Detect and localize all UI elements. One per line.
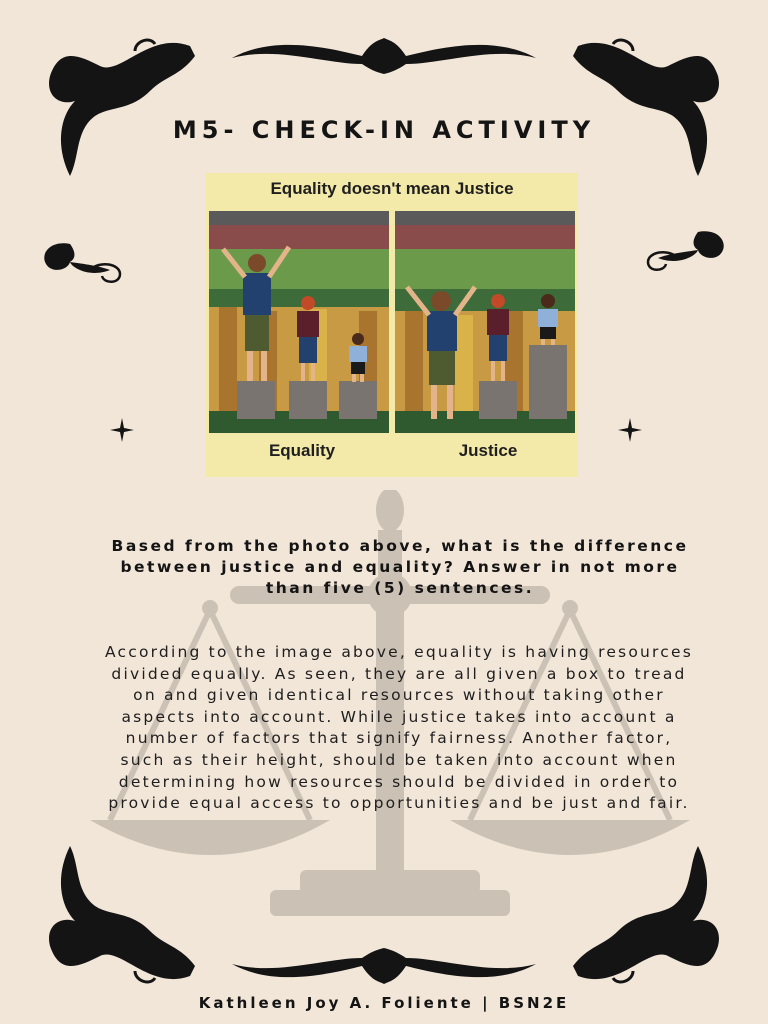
corner-flourish-bottom-right-icon xyxy=(568,836,728,986)
equality-panel-illustration xyxy=(209,211,389,433)
answer-text: According to the image above, equality is having resources divided equally. As seen, they are all given a box to tread on and given identical resources without taking other aspects into account. While justice takes into account a number of factors that signify fairness. Another factor, such as their height, should be taken into account when determining how resources should be divided in order to provide equal access to opportunities and be just and fair. xyxy=(104,643,694,813)
justice-panel-illustration xyxy=(395,211,575,433)
equality-justice-photo xyxy=(206,173,578,477)
left-sparkle-icon xyxy=(110,418,134,442)
bottom-center-flourish-icon xyxy=(232,946,536,986)
right-swirl-icon xyxy=(644,228,728,274)
photo-heading: Equality doesn't mean Justice xyxy=(270,179,514,198)
corner-flourish-bottom-left-icon xyxy=(40,836,200,986)
corner-flourish-top-left-icon xyxy=(40,36,200,186)
question-text: Based from the photo above, what is the difference between justice and equality? Answer in not more than five (5) sentences. xyxy=(111,537,689,597)
corner-flourish-top-right-icon xyxy=(568,36,728,186)
page-title: M5- CHECK-IN ACTIVITY xyxy=(172,116,596,144)
left-swirl-icon xyxy=(40,240,124,286)
justice-label: Justice xyxy=(458,441,518,460)
right-sparkle-icon xyxy=(618,418,642,442)
equality-label: Equality xyxy=(268,441,336,460)
author-footer: Kathleen Joy A. Foliente | BSN2E xyxy=(198,994,570,1012)
top-center-flourish-icon xyxy=(232,36,536,76)
